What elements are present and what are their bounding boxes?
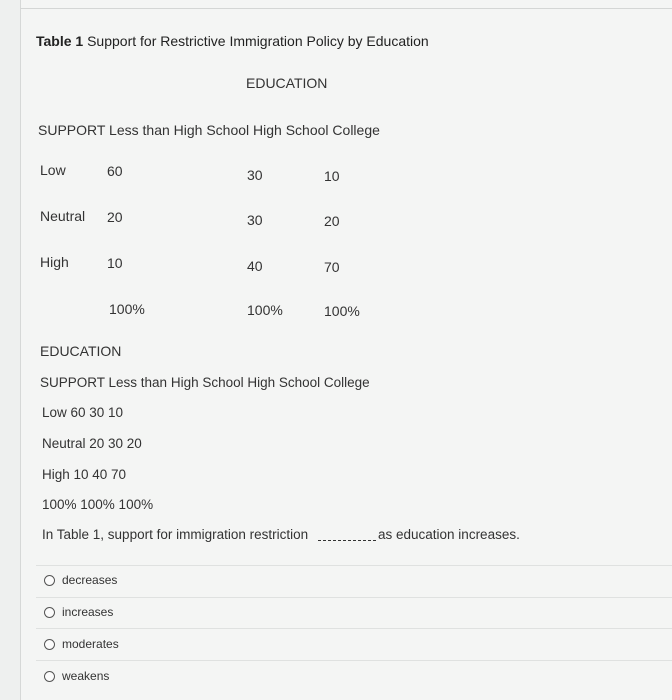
option-label: weakens xyxy=(62,669,110,683)
cell-low-college: 10 xyxy=(324,168,340,184)
cell-low-hs: 30 xyxy=(247,167,263,183)
option-divider xyxy=(36,597,672,598)
row-label-neutral: Neutral xyxy=(40,208,86,224)
option-label: increases xyxy=(62,605,114,619)
option-decreases[interactable] xyxy=(44,573,117,587)
option-moderates[interactable] xyxy=(44,637,119,651)
repeat-totals: 100% 100% 100% xyxy=(42,497,154,512)
repeat-education: EDUCATION xyxy=(40,343,122,359)
education-header: EDUCATION xyxy=(246,75,328,91)
cell-high-college: 70 xyxy=(324,259,340,275)
option-label: decreases xyxy=(62,573,118,587)
cell-high-lths: 10 xyxy=(107,255,123,271)
answer-blank xyxy=(318,540,376,541)
cell-low-lths: 60 xyxy=(107,163,123,179)
cell-neutral-hs: 30 xyxy=(247,212,263,228)
radio-button[interactable] xyxy=(44,575,55,586)
total-college: 100% xyxy=(324,303,360,319)
option-divider xyxy=(36,660,672,661)
table-title: Table 1 Support for Restrictive Immigration Policy by Education xyxy=(36,33,429,49)
support-header: SUPPORT Less than High School High School College xyxy=(38,122,380,138)
total-hs: 100% xyxy=(247,302,283,318)
cell-neutral-lths: 20 xyxy=(107,209,123,225)
divider xyxy=(20,8,672,9)
repeat-high: High 10 40 70 xyxy=(42,467,127,482)
option-increases[interactable] xyxy=(44,605,113,619)
radio-button[interactable] xyxy=(44,607,55,618)
repeat-neutral: Neutral 20 30 20 xyxy=(42,436,142,451)
option-label: moderates xyxy=(62,637,119,651)
radio-button[interactable] xyxy=(44,671,55,682)
option-divider xyxy=(36,565,672,566)
total-lths: 100% xyxy=(109,301,145,317)
radio-button[interactable] xyxy=(44,639,55,650)
cell-high-hs: 40 xyxy=(247,258,263,274)
repeat-low: Low 60 30 10 xyxy=(42,405,124,420)
option-divider xyxy=(36,628,672,629)
row-label-low: Low xyxy=(40,162,66,178)
question-prompt-end: as education increases. xyxy=(378,527,520,542)
question-prompt: In Table 1, support for immigration restriction xyxy=(42,527,309,542)
cell-neutral-college: 20 xyxy=(324,213,340,229)
option-weakens[interactable] xyxy=(44,669,109,683)
row-label-high: High xyxy=(40,254,69,270)
repeat-support: SUPPORT Less than High School High School College xyxy=(40,375,370,390)
